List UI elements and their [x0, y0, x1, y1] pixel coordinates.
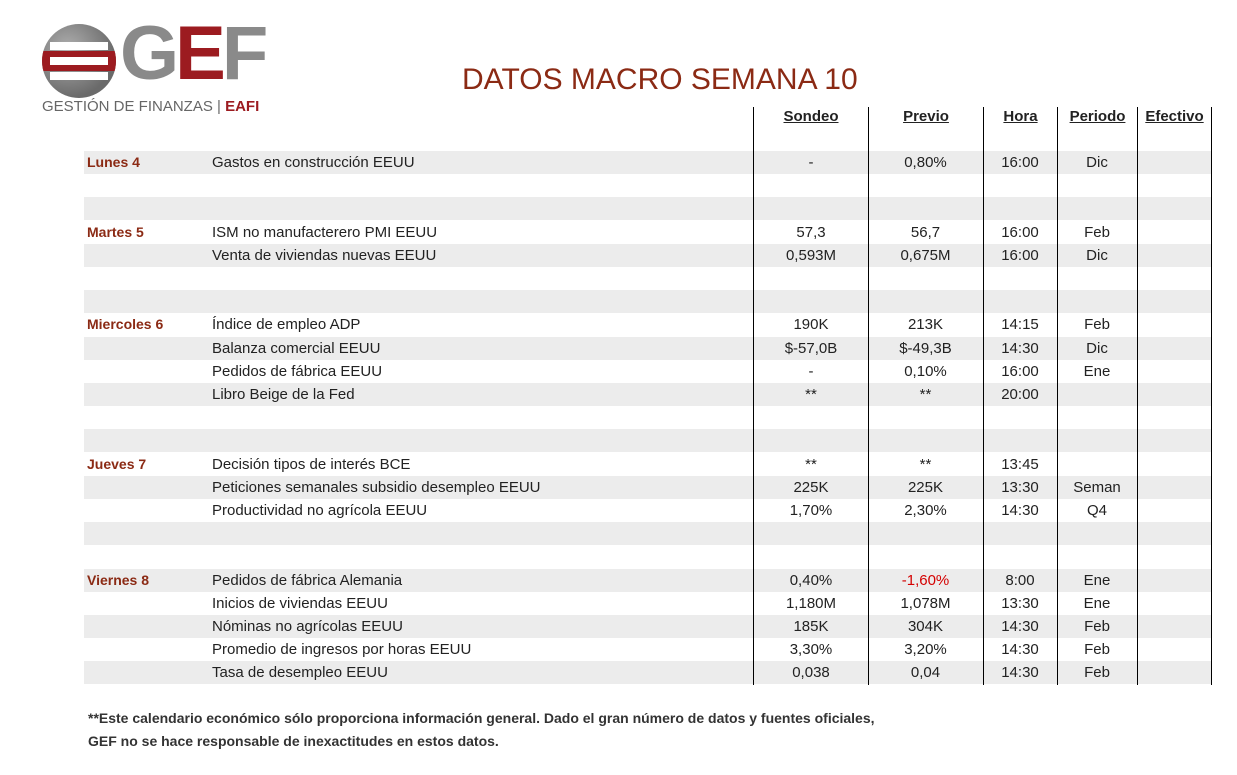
cell-previo	[868, 406, 983, 429]
cell-periodo: Dic	[1086, 246, 1108, 264]
cell-sondeo: $-57,0B	[784, 339, 838, 357]
cell-periodo	[1057, 429, 1137, 452]
footer-disclaimer-line2: GEF no se hace responsable de inexactitudes en estos datos.	[88, 733, 499, 749]
cell-hora	[983, 406, 1057, 429]
cell-efectivo	[1137, 429, 1211, 452]
cell-sondeo: 1,70%	[789, 502, 833, 519]
cell-efectivo	[1137, 638, 1211, 661]
cell-hora: 13:45	[1001, 455, 1039, 473]
cell-periodo	[1057, 383, 1137, 406]
cell-sondeo: 190K	[793, 316, 829, 334]
cell-sondeo: 0,593M	[785, 246, 837, 264]
cell-periodo	[1057, 197, 1137, 220]
cell-previo: 0,04	[910, 664, 941, 682]
cell-periodo	[1057, 545, 1137, 568]
cell-sondeo: 0,038	[792, 664, 830, 682]
cell-indicator: Pedidos de fábrica Alemania	[212, 571, 403, 589]
header-sondeo: Sondeo	[783, 108, 839, 125]
cell-periodo: Ene	[1083, 362, 1111, 380]
table-row	[84, 638, 1211, 661]
cell-hora: 14:30	[1001, 502, 1039, 519]
cell-sondeo: 3,30%	[789, 641, 833, 659]
cell-periodo: Feb	[1084, 223, 1110, 241]
cell-previo: $-49,3B	[899, 339, 952, 357]
cell-hora	[983, 545, 1057, 568]
table-row	[84, 383, 1211, 406]
cell-efectivo	[1137, 476, 1211, 499]
cell-efectivo	[1137, 313, 1211, 336]
cell-periodo: Q4	[1086, 502, 1107, 519]
cell-hora: 13:30	[1001, 594, 1039, 612]
cell-indicator: Balanza comercial EEUU	[212, 339, 381, 357]
cell-periodo	[1057, 453, 1137, 476]
cell-hora: 20:00	[1001, 386, 1039, 403]
cell-sondeo: -	[808, 362, 814, 380]
cell-previo	[868, 174, 983, 197]
cell-efectivo	[1137, 267, 1211, 290]
cell-day: Martes 5	[87, 223, 144, 240]
cell-efectivo	[1137, 499, 1211, 522]
cell-sondeo	[753, 406, 869, 429]
cell-sondeo: 185K	[793, 618, 829, 635]
cell-previo: -1,60%	[901, 571, 950, 589]
cell-efectivo	[1137, 197, 1211, 220]
cell-sondeo: **	[805, 455, 817, 473]
cell-periodo	[1057, 174, 1137, 197]
cell-indicator: Tasa de desempleo EEUU	[212, 664, 388, 682]
cell-indicator: Inicios de viviendas EEUU	[212, 594, 388, 612]
cell-periodo	[1057, 406, 1137, 429]
cell-hora: 16:00	[1001, 246, 1039, 264]
cell-previo: 304K	[907, 618, 944, 635]
table-row	[84, 151, 1211, 174]
table-row	[84, 244, 1211, 267]
cell-day: Lunes 4	[87, 154, 140, 170]
cell-efectivo	[1137, 615, 1211, 638]
cell-efectivo	[1137, 406, 1211, 429]
cell-efectivo	[1137, 661, 1211, 684]
cell-efectivo	[1137, 151, 1211, 174]
gef-logo-letters: GEF	[120, 11, 265, 96]
cell-previo	[868, 522, 983, 545]
table-row	[84, 476, 1211, 499]
table-row	[84, 592, 1211, 615]
cell-sondeo: -	[808, 154, 814, 171]
table-row	[84, 545, 1211, 568]
table-row	[84, 569, 1211, 592]
column-divider	[753, 107, 754, 685]
cell-hora: 14:30	[1001, 664, 1039, 682]
cell-sondeo: 225K	[793, 478, 829, 496]
cell-indicator: Índice de empleo ADP	[212, 316, 361, 334]
cell-efectivo	[1137, 522, 1211, 545]
cell-hora	[983, 429, 1057, 452]
cell-periodo	[1057, 522, 1137, 545]
cell-previo: 0,10%	[904, 362, 947, 380]
cell-periodo: Feb	[1084, 641, 1110, 659]
cell-efectivo	[1137, 244, 1211, 267]
cell-previo: 2,30%	[904, 502, 947, 519]
cell-previo: 0,80%	[904, 154, 947, 171]
cell-periodo: Ene	[1083, 594, 1111, 612]
cell-hora: 14:30	[1001, 339, 1039, 357]
table-row	[84, 221, 1211, 244]
table-row	[84, 499, 1211, 522]
cell-previo: 225K	[907, 478, 944, 496]
table-row	[84, 267, 1211, 290]
cell-hora	[983, 522, 1057, 545]
table-row	[84, 522, 1211, 545]
table-row	[84, 197, 1211, 220]
cell-periodo: Feb	[1084, 316, 1110, 334]
cell-hora	[983, 267, 1057, 290]
cell-efectivo	[1137, 569, 1211, 592]
cell-day: Jueves 7	[87, 455, 147, 472]
cell-sondeo: 1,180M	[785, 594, 837, 612]
header-previo: Previo	[903, 108, 949, 125]
page-title: DATOS MACRO SEMANA 10	[462, 63, 858, 96]
footer-disclaimer-line1: **Este calendario económico sólo proporciona información general. Dado el gran número de datos y fuentes oficiales,	[88, 710, 875, 726]
cell-hora	[983, 290, 1057, 313]
column-divider	[1057, 107, 1058, 685]
cell-previo	[868, 267, 983, 290]
cell-efectivo	[1137, 174, 1211, 197]
cell-sondeo	[753, 290, 869, 313]
cell-previo	[868, 290, 983, 313]
table-row	[84, 661, 1211, 684]
cell-efectivo	[1137, 383, 1211, 406]
table-row	[84, 453, 1211, 476]
cell-sondeo	[753, 174, 869, 197]
cell-sondeo	[753, 197, 869, 220]
cell-previo: 56,7	[910, 223, 941, 241]
cell-previo: 213K	[907, 316, 944, 334]
cell-sondeo: **	[805, 386, 817, 403]
cell-previo: 0,675M	[900, 246, 951, 264]
cell-indicator: Peticiones semanales subsidio desempleo EEUU	[212, 478, 541, 496]
table-row	[84, 615, 1211, 638]
column-divider	[868, 107, 869, 685]
column-divider	[983, 107, 984, 685]
cell-day: Viernes 8	[87, 571, 150, 588]
table-row	[84, 337, 1211, 360]
header-hora: Hora	[1003, 108, 1038, 125]
cell-periodo: Feb	[1084, 664, 1110, 682]
table-row	[84, 174, 1211, 197]
table-row	[84, 429, 1211, 452]
cell-periodo: Dic	[1086, 154, 1108, 171]
column-divider	[1137, 107, 1138, 685]
cell-efectivo	[1137, 453, 1211, 476]
cell-sondeo	[753, 545, 869, 568]
cell-hora	[983, 174, 1057, 197]
cell-previo: **	[919, 386, 932, 403]
table-row	[84, 360, 1211, 383]
cell-hora: 8:00	[1005, 571, 1035, 589]
cell-indicator: ISM no manufacterero PMI EEUU	[212, 223, 438, 241]
cell-hora: 14:30	[1001, 641, 1039, 659]
cell-periodo: Seman	[1073, 478, 1121, 496]
cell-hora: 16:00	[1001, 223, 1039, 241]
cell-previo	[868, 429, 983, 452]
cell-efectivo	[1137, 592, 1211, 615]
gef-logo	[40, 11, 280, 122]
cell-hora	[983, 197, 1057, 220]
cell-sondeo	[753, 267, 869, 290]
cell-sondeo: 0,40%	[789, 571, 833, 589]
cell-indicator: Gastos en construcción EEUU	[212, 154, 415, 171]
cell-periodo	[1057, 290, 1137, 313]
cell-sondeo	[753, 429, 869, 452]
cell-indicator: Nóminas no agrícolas EEUU	[212, 618, 403, 635]
gef-logo-mark-icon	[42, 24, 116, 98]
cell-periodo	[1057, 267, 1137, 290]
cell-sondeo	[753, 522, 869, 545]
cell-indicator: Libro Beige de la Fed	[212, 386, 355, 403]
cell-previo: 1,078M	[900, 594, 951, 612]
cell-periodo: Feb	[1084, 618, 1110, 635]
cell-hora: 14:15	[1001, 316, 1039, 334]
cell-efectivo	[1137, 337, 1211, 360]
cell-indicator: Decisión tipos de interés BCE	[212, 455, 411, 473]
table-row	[84, 313, 1211, 336]
cell-indicator: Venta de viviendas nuevas EEUU	[212, 246, 437, 264]
table-row	[84, 406, 1211, 429]
cell-indicator: Pedidos de fábrica EEUU	[212, 362, 383, 380]
gef-logo-subtitle: GESTIÓN DE FINANZAS | EAFI	[42, 98, 260, 115]
header-periodo: Periodo	[1069, 108, 1126, 125]
cell-hora: 13:30	[1001, 478, 1039, 496]
cell-previo	[868, 545, 983, 568]
cell-previo	[868, 197, 983, 220]
cell-day: Miercoles 6	[87, 316, 164, 333]
cell-hora: 16:00	[1001, 362, 1039, 380]
cell-hora: 16:00	[1001, 154, 1039, 171]
cell-efectivo	[1137, 221, 1211, 244]
column-divider	[1211, 107, 1212, 685]
cell-hora: 14:30	[1001, 618, 1039, 635]
cell-indicator: Productividad no agrícola EEUU	[212, 502, 428, 519]
table-row	[84, 290, 1211, 313]
cell-efectivo	[1137, 360, 1211, 383]
cell-sondeo: 57,3	[796, 223, 826, 241]
cell-efectivo	[1137, 290, 1211, 313]
cell-periodo: Dic	[1086, 339, 1108, 357]
header-efectivo: Efectivo	[1145, 108, 1204, 125]
cell-efectivo	[1137, 545, 1211, 568]
cell-previo: 3,20%	[904, 641, 947, 659]
cell-indicator: Promedio de ingresos por horas EEUU	[212, 641, 472, 659]
cell-periodo: Ene	[1083, 571, 1111, 589]
cell-previo: **	[919, 455, 932, 473]
